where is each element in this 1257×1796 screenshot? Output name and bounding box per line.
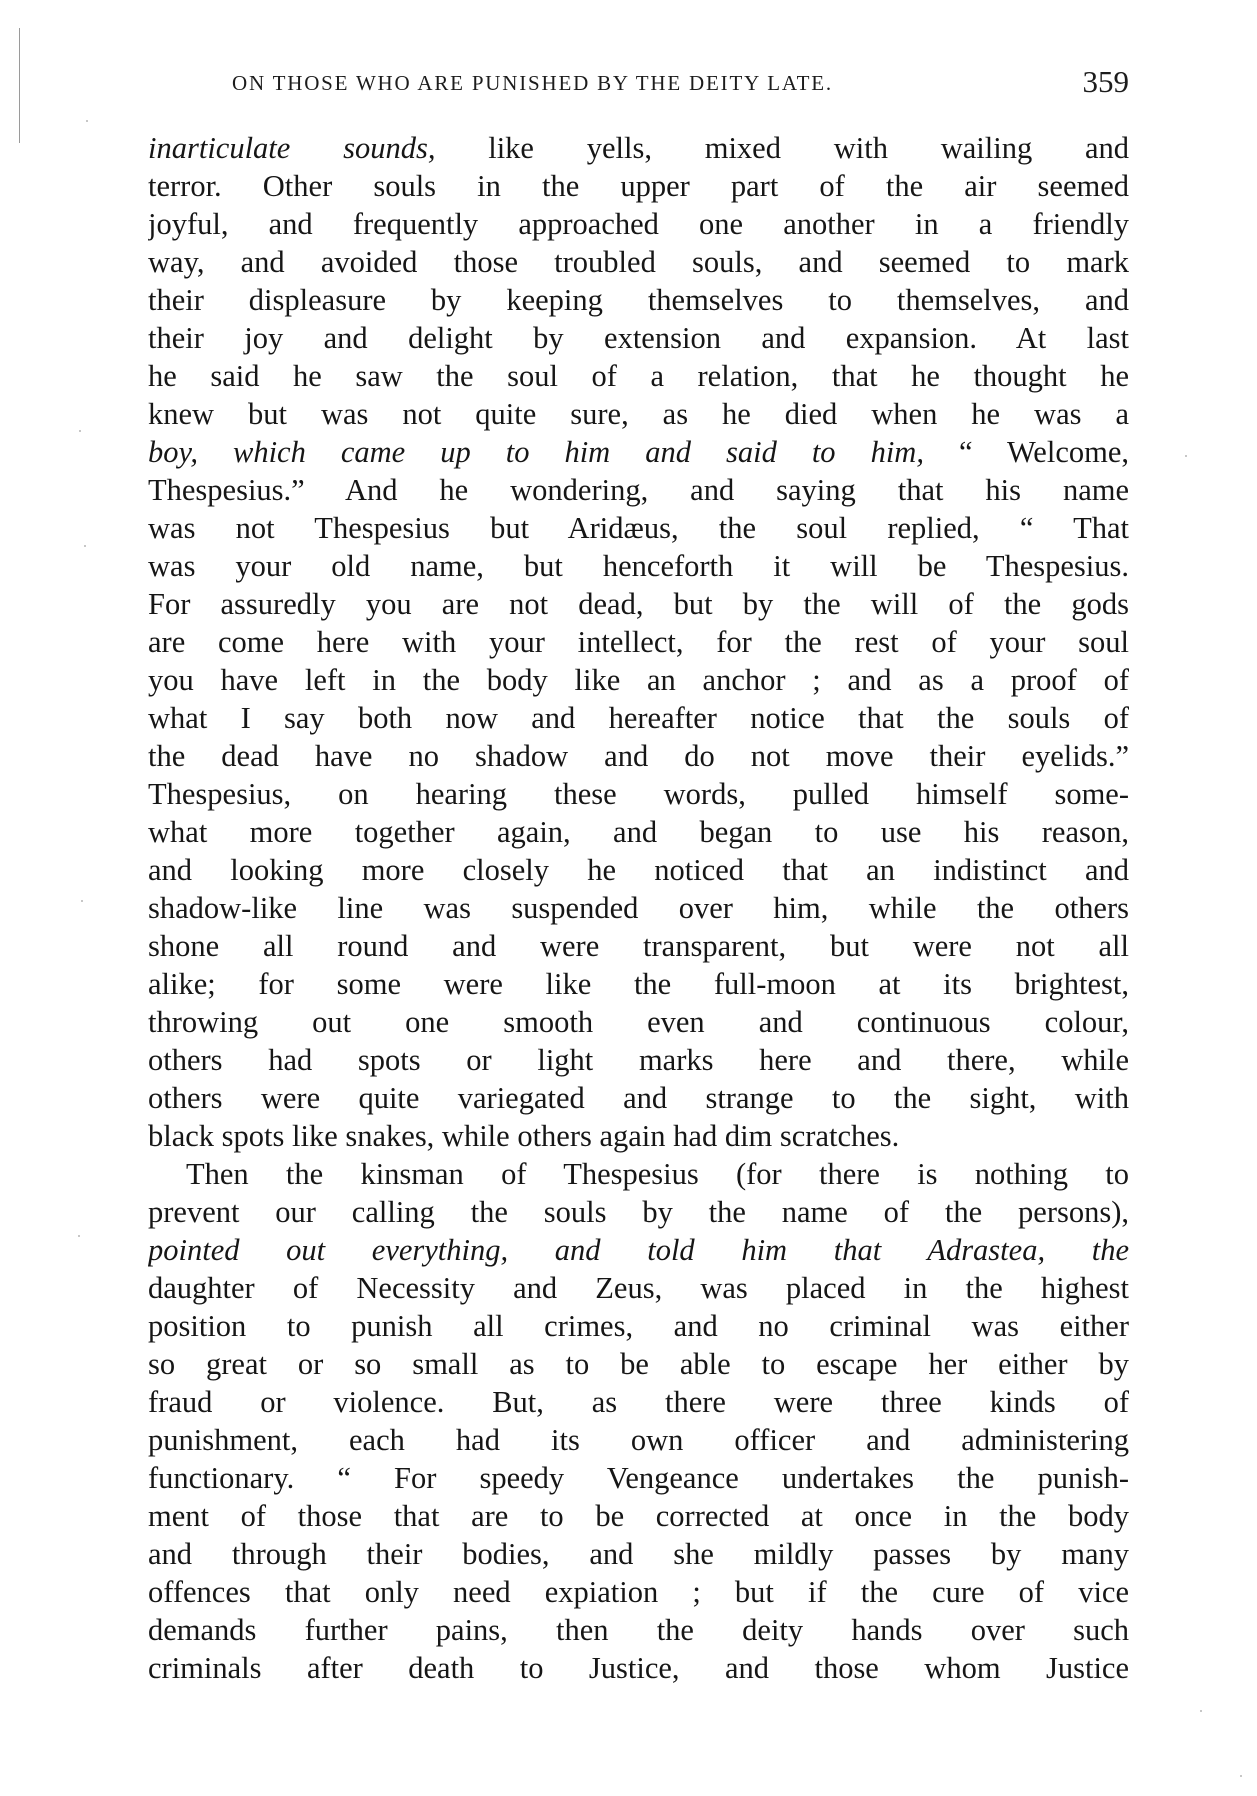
text-line	[148, 965, 1129, 1003]
text-segment: black spots like snakes, while others again had dim scratches.	[148, 1119, 900, 1153]
text-line	[148, 1003, 1129, 1041]
text-segment: what I say both now and hereafter notice that the souls of	[148, 701, 1129, 735]
text-line	[148, 851, 1129, 889]
text-segment: was not Thespesius but Aridæus, the soul replied, “ That	[148, 511, 1129, 545]
text-segment: others had spots or light marks here and there, while	[148, 1043, 1129, 1077]
text-line	[148, 547, 1129, 585]
text-segment: ment of those that are to be corrected at once in the body	[148, 1499, 1129, 1533]
text-line	[148, 699, 1129, 737]
text-line	[148, 1117, 1129, 1155]
text-segment: so great or so small as to be able to escape her either by	[148, 1347, 1129, 1381]
text-line	[148, 281, 1129, 319]
text-segment: demands further pains, then the deity hands over such	[148, 1613, 1129, 1647]
text-line	[148, 1535, 1129, 1573]
text-line	[148, 1611, 1129, 1649]
text-line	[148, 927, 1129, 965]
text-line	[148, 1421, 1129, 1459]
text-line	[148, 243, 1129, 281]
text-line	[148, 319, 1129, 357]
text-line	[148, 1497, 1129, 1535]
text-segment: boy, which came up to him and said to him,	[148, 435, 924, 469]
text-line	[148, 1573, 1129, 1611]
text-segment: joyful, and frequently approached one another in a friendly	[148, 207, 1129, 241]
text-line	[148, 395, 1129, 433]
text-segment: shone all round and were transparent, but were not all	[148, 929, 1129, 963]
text-segment: was your old name, but henceforth it will be Thespesius.	[148, 549, 1129, 583]
text-segment: are come here with your intellect, for the rest of your soul	[148, 625, 1129, 659]
text-line	[148, 1459, 1129, 1497]
running-head	[232, 64, 1129, 104]
text-segment: like yells, mixed with wailing and	[435, 131, 1129, 165]
text-segment: daughter of Necessity and Zeus, was placed in the highest	[148, 1271, 1129, 1305]
text-segment: offences that only need expiation ; but if the cure of vice	[148, 1575, 1129, 1609]
text-line	[148, 1383, 1129, 1421]
text-line	[148, 509, 1129, 547]
text-segment: shadow-like line was suspended over him, while the others	[148, 891, 1129, 925]
text-line	[148, 1649, 1129, 1687]
text-segment: the dead have no shadow and do not move their eyelids.”	[148, 739, 1129, 773]
text-line	[148, 1231, 1129, 1269]
text-line	[148, 205, 1129, 243]
text-line	[148, 813, 1129, 851]
text-segment: functionary. “ For speedy Vengeance undertakes the punish-	[148, 1461, 1129, 1495]
text-line	[148, 357, 1129, 395]
text-segment: For assuredly you are not dead, but by the will of the gods	[148, 587, 1129, 621]
text-segment: punishment, each had its own officer and administering	[148, 1423, 1129, 1457]
text-segment: knew but was not quite sure, as he died when he was a	[148, 397, 1129, 431]
text-line	[148, 661, 1129, 699]
text-segment: others were quite variegated and strange to the sight, with	[148, 1081, 1129, 1115]
text-line	[148, 585, 1129, 623]
text-line	[148, 471, 1129, 509]
text-line	[148, 1193, 1129, 1231]
text-segment: fraud or violence. But, as there were three kinds of	[148, 1385, 1129, 1419]
text-segment: he said he saw the soul of a relation, that he thought he	[148, 359, 1129, 393]
text-segment: and looking more closely he noticed that an indistinct and	[148, 853, 1129, 887]
text-segment: what more together again, and began to use his reason,	[148, 815, 1129, 849]
text-segment: terror. Other souls in the upper part of the air seemed	[148, 169, 1129, 203]
text-line	[148, 433, 1129, 471]
text-line	[148, 1079, 1129, 1117]
text-line	[148, 775, 1129, 813]
text-segment: Then the kinsman of Thespesius (for there is nothing to	[186, 1157, 1129, 1191]
text-line	[148, 623, 1129, 661]
text-line	[148, 167, 1129, 205]
text-segment: position to punish all crimes, and no criminal was either	[148, 1309, 1129, 1343]
text-segment: way, and avoided those troubled souls, and seemed to mark	[148, 245, 1129, 279]
text-segment: prevent our calling the souls by the name of the persons),	[148, 1195, 1129, 1229]
text-segment: “ Welcome,	[923, 435, 1129, 469]
text-segment: their displeasure by keeping themselves to themselves, and	[148, 283, 1129, 317]
text-segment: inarticulate sounds,	[148, 131, 436, 165]
body-text	[148, 129, 1129, 1687]
binding-edge-line	[19, 28, 20, 143]
text-line	[148, 1155, 1129, 1193]
text-line	[148, 1041, 1129, 1079]
text-line	[148, 889, 1129, 927]
text-line	[148, 1269, 1129, 1307]
text-segment: pointed out everything, and told him that Adrastea, the	[148, 1233, 1129, 1267]
text-line	[148, 1307, 1129, 1345]
text-line	[148, 737, 1129, 775]
text-segment: Thespesius, on hearing these words, pulled himself some-	[148, 777, 1129, 811]
page-number: 359	[1082, 64, 1129, 99]
text-segment: Thespesius.” And he wondering, and saying that his name	[148, 473, 1129, 507]
text-segment: criminals after death to Justice, and those whom Justice	[148, 1651, 1129, 1685]
text-line	[148, 1345, 1129, 1383]
running-head-title: ON THOSE WHO ARE PUNISHED BY THE DEITY LATE.	[232, 71, 833, 95]
text-segment: their joy and delight by extension and expansion. At last	[148, 321, 1129, 355]
text-segment: alike; for some were like the full-moon at its brightest,	[148, 967, 1129, 1001]
text-segment: you have left in the body like an anchor ; and as a proof of	[148, 663, 1129, 697]
text-segment: and through their bodies, and she mildly passes by many	[148, 1537, 1129, 1571]
text-line	[148, 129, 1129, 167]
text-segment: throwing out one smooth even and continuous colour,	[148, 1005, 1129, 1039]
